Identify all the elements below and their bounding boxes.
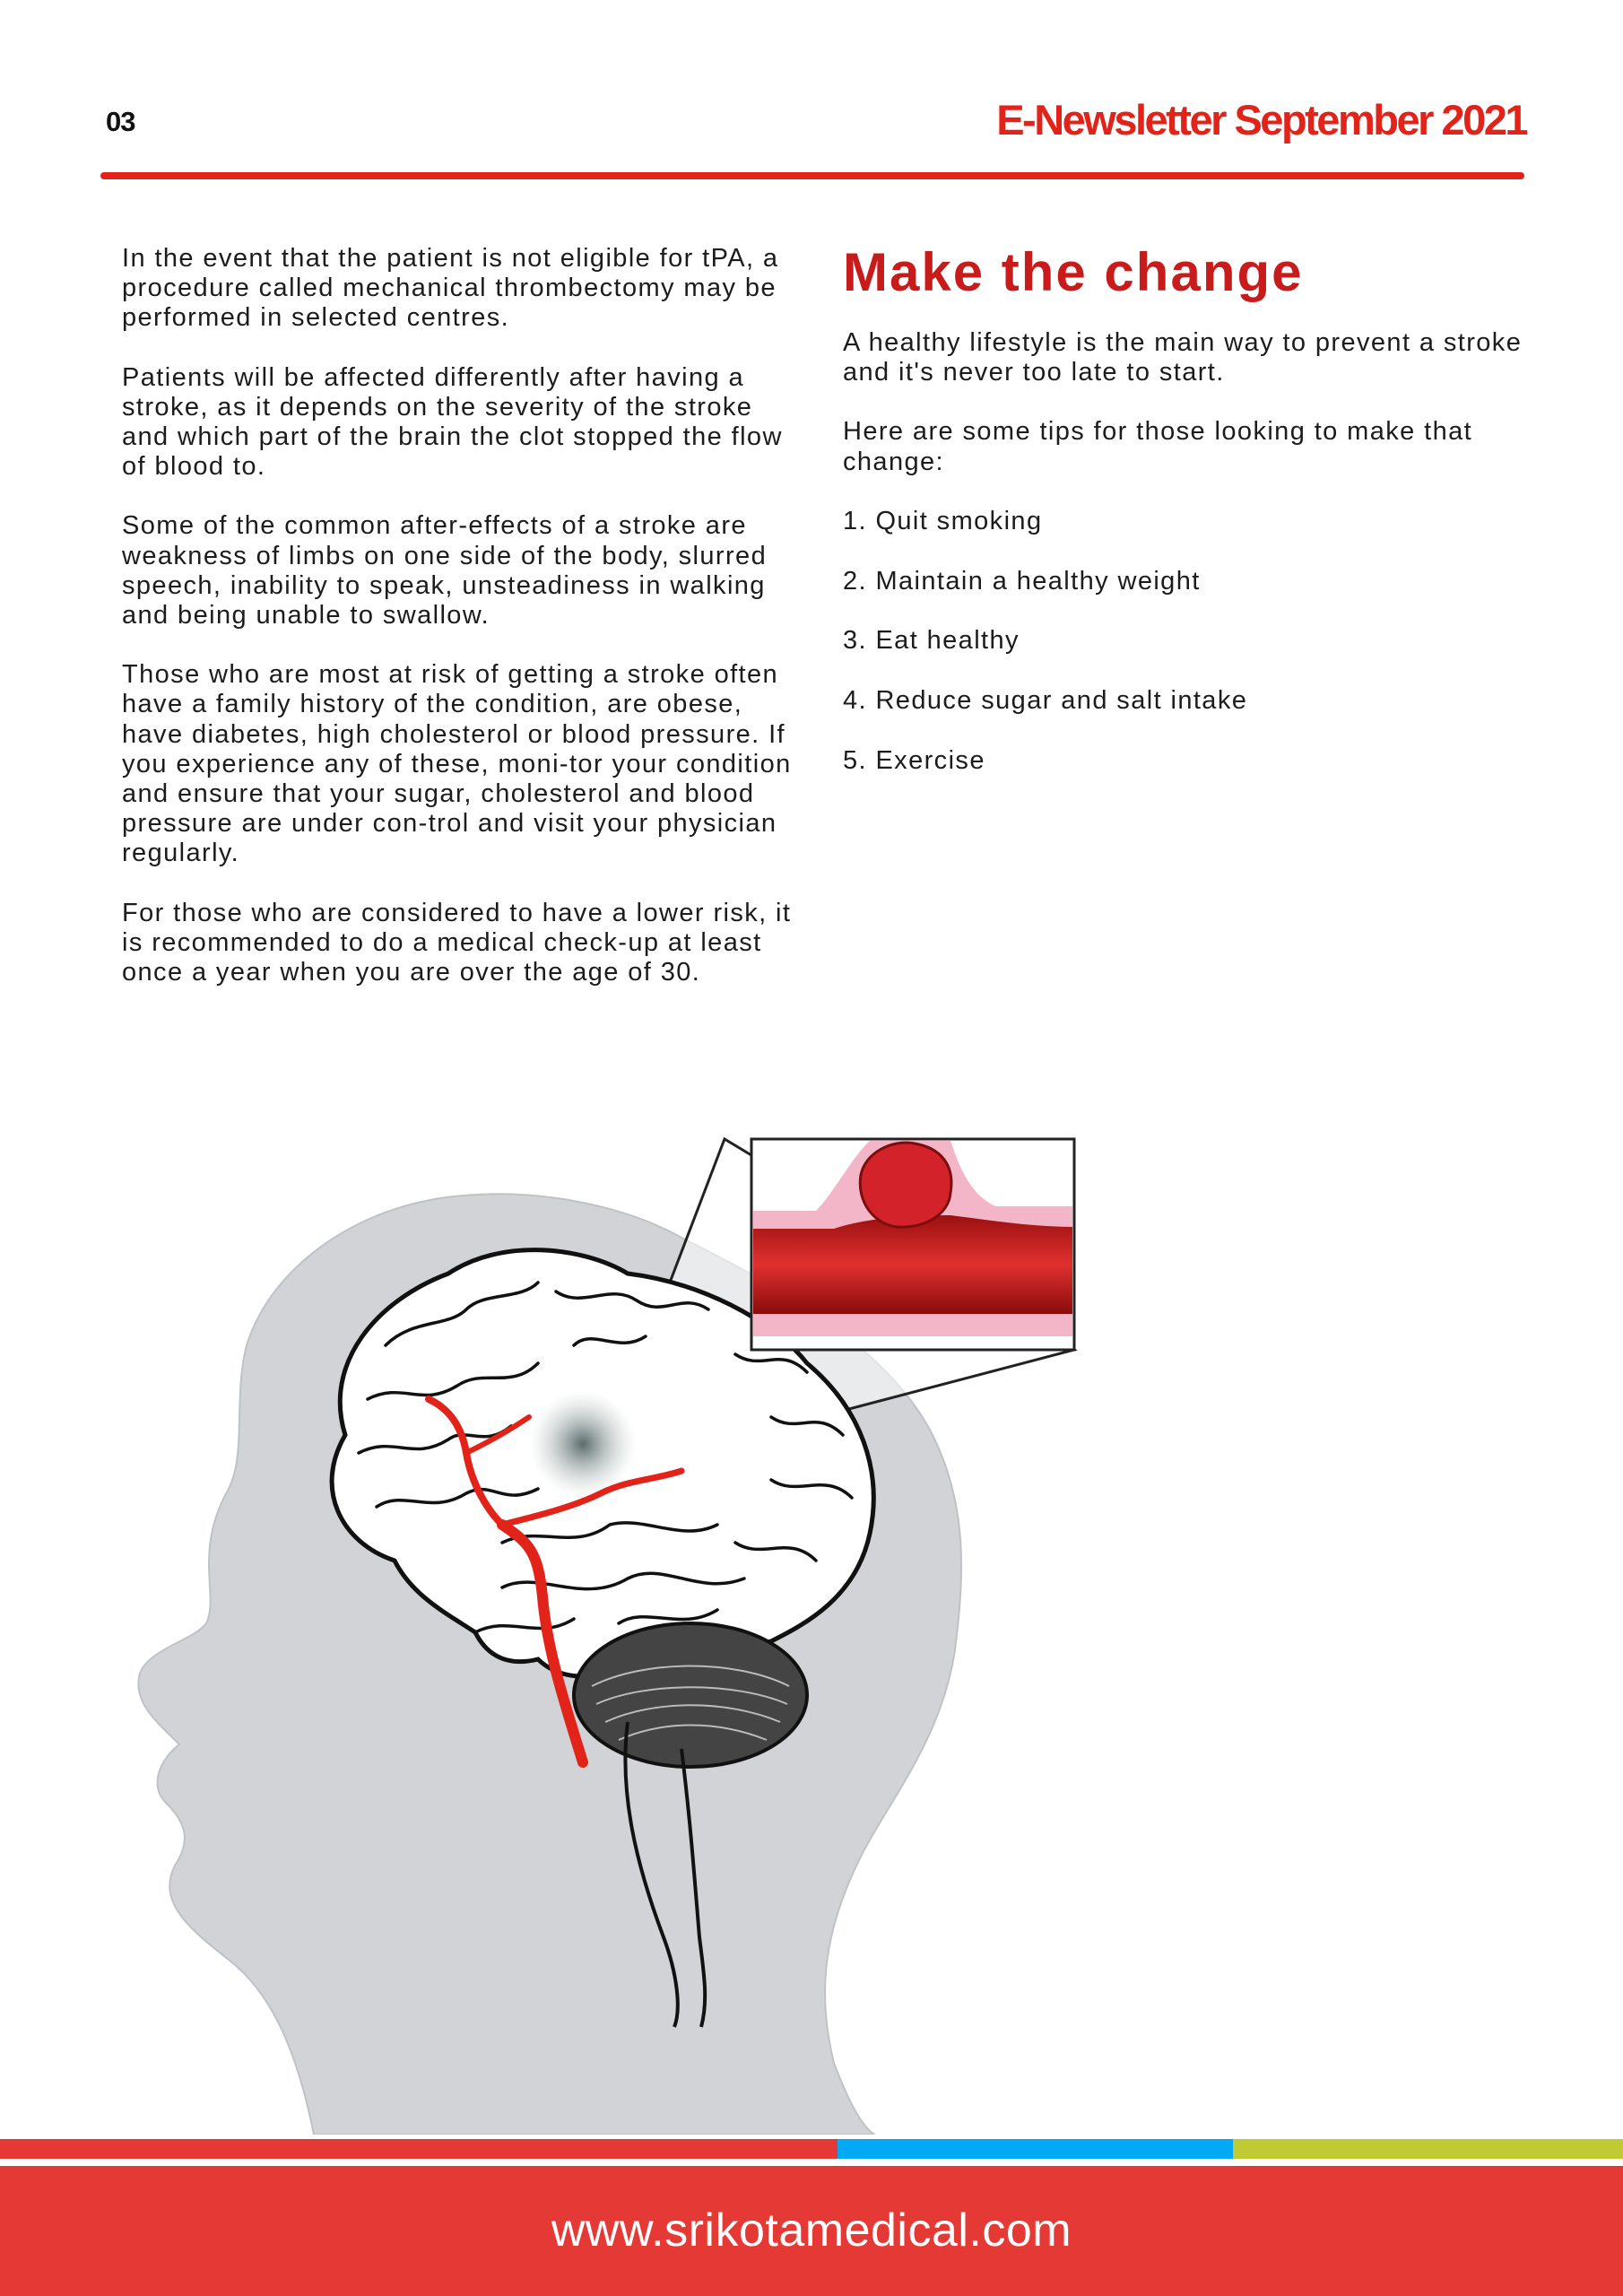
- footer-bar: [0, 2166, 1623, 2296]
- paragraph: In the event that the patient is not eligible for tPA, a procedure called mechanical thrombectomy may be performed in selected centres.: [122, 244, 779, 333]
- paragraph: Those who are most at risk of getting a stroke often have a family history of the condition, are obese, have diabetes, high cholesterol or blood pressure. If you experience any of these, moni-tor your condition and ensure that your sugar, cholesterol and blood pressure are under con-trol and visit your physician regularly.: [122, 660, 792, 868]
- tip-item: 5. Exercise: [843, 746, 985, 775]
- header-divider: [100, 172, 1524, 179]
- cerebellum: [574, 1623, 807, 1767]
- paragraph: For those who are considered to have a lower risk, it is recommended to do a medical check-up at least once a year when you are over the age of 30.: [122, 898, 792, 987]
- paragraph: Patients will be affected differently after having a stroke, as it depends on the severity of the stroke and which part of the brain the clot stopped the flow of blood to.: [122, 362, 783, 482]
- right-column: [843, 240, 1524, 806]
- brain-stroke-illustration: [0, 1121, 1623, 2135]
- intro-paragraph: A healthy lifestyle is the main way to prevent a stroke and it's never too late to start.: [843, 328, 1523, 387]
- tips-list: [843, 507, 1524, 776]
- page-number: 03: [106, 106, 135, 137]
- website-link[interactable]: www.srikotamedical.com: [551, 2205, 1072, 2257]
- stripe-red: [0, 2139, 838, 2159]
- tip-item: 1. Quit smoking: [843, 506, 1043, 535]
- artery-inset: [751, 1139, 1074, 1350]
- left-column: [122, 244, 805, 1017]
- stripe-blue: [838, 2139, 1233, 2159]
- tip-item: 3. Eat healthy: [843, 626, 1020, 656]
- section-heading: Make the change: [843, 242, 1304, 302]
- newsletter-title: E-Newsletter September 2021: [996, 96, 1526, 144]
- tip-item: 4. Reduce sugar and salt intake: [843, 686, 1248, 716]
- stripe-olive: [1233, 2139, 1623, 2159]
- tip-item: 2. Maintain a healthy weight: [843, 566, 1201, 596]
- tips-intro: Here are some tips for those looking to make that change:: [843, 417, 1473, 476]
- paragraph: Some of the common after-effects of a stroke are weakness of limbs on one side of the body, slurred speech, inability to speak, unsteadiness in walking and being unable to swallow.: [122, 511, 768, 631]
